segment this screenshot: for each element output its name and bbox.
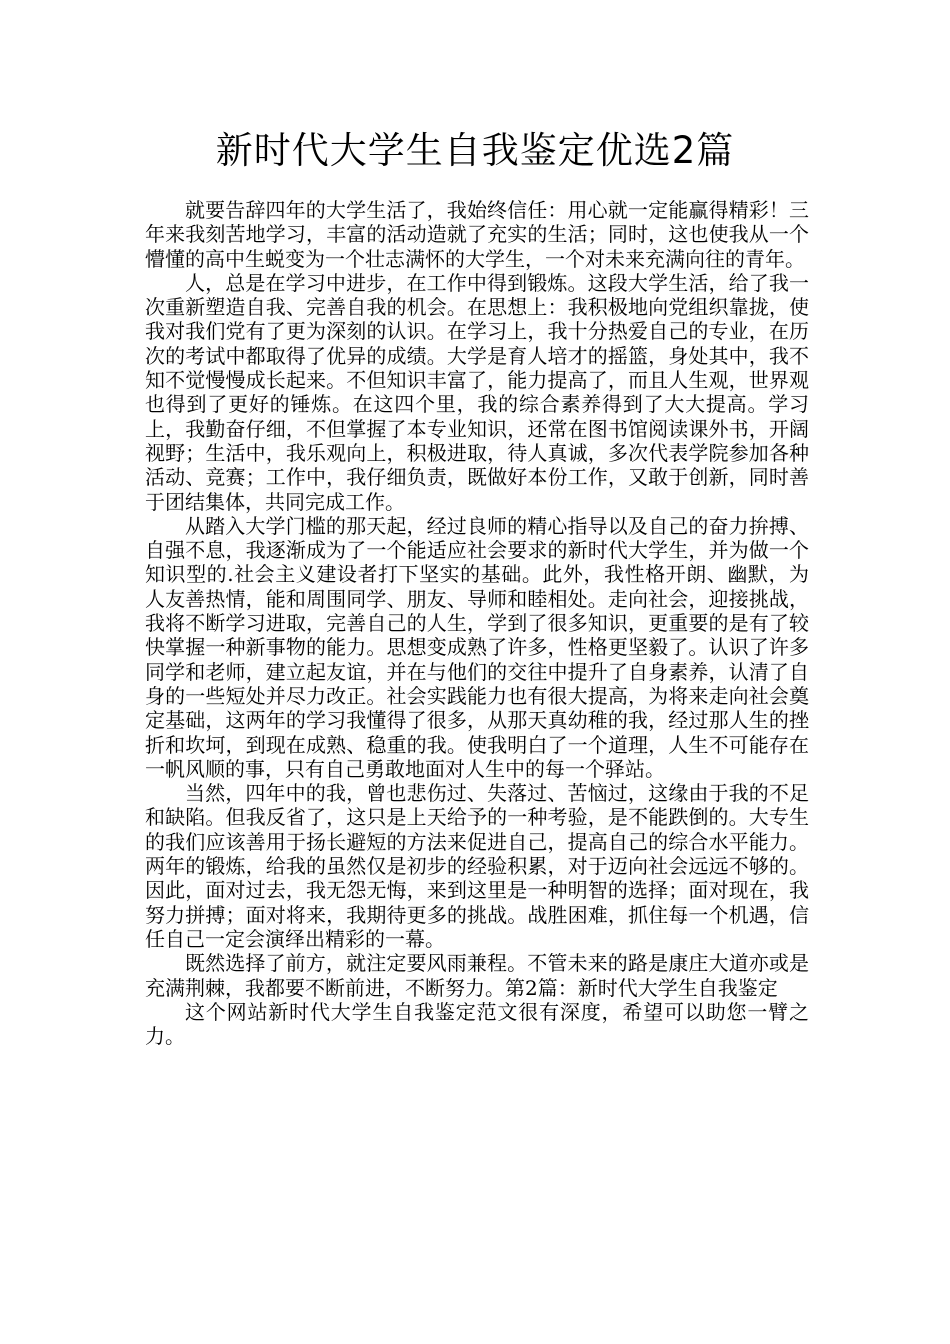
- document-body: [145, 198, 809, 1048]
- paragraph-5: 既然选择了前方，就注定要风雨兼程。不管未来的路是康庄大道亦或是充满荆棘，我都要不断前进，不断努力。第2篇：新时代大学生自我鉴定: [145, 951, 809, 1000]
- paragraph-3: 从踏入大学门槛的那天起，经过良师的精心指导以及自己的奋力拚搏、自强不息，我逐渐成为了一个能适应社会要求的新时代大学生，并为做一个知识型的.社会主义建设者打下坚实的基础。此外，我性格开朗、幽默，为人友善热情，能和周围同学、朋友、导师和睦相处。走向社会，迎接挑战，我将不断学习进取，完善自己的人生，学到了很多知识，更重要的是有了较快掌握一种新事物的能力。思想变成熟了许多，性格更坚毅了。认识了许多同学和老师，建立起友谊，并在与他们的交往中提升了自身素养，认清了自身的一些短处并尽力改正。社会实践能力也有很大提高，为将来走向社会奠定基础，这两年的学习我懂得了很多，从那天真幼稚的我，经过那人生的挫折和坎坷，到现在成熟、稳重的我。使我明白了一个道理，人生不可能存在一帆风顺的事，只有自己勇敢地面对人生中的每一个驿站。: [145, 513, 809, 781]
- paragraph-2: 人，总是在学习中进步，在工作中得到锻炼。这段大学生活，给了我一次重新塑造自我、完善自我的机会。在思想上：我积极地向党组织靠拢，使我对我们党有了更为深刻的认识。在学习上，我十分热爱自己的专业，在历次的考试中都取得了优异的成绩。大学是育人培才的摇篮，身处其中，我不知不觉慢慢成长起来。不但知识丰富了，能力提高了，而且人生观，世界观也得到了更好的锤炼。在这四个里，我的综合素养得到了大大提高。学习上，我勤奋仔细，不但掌握了本专业知识，还常在图书馆阅读课外书，开阔视野；生活中，我乐观向上，积极进取，待人真诚，多次代表学院参加各种活动、竞赛；工作中，我仔细负责，既做好本份工作，又敢于创新，同时善于团结集体，共同完成工作。: [145, 270, 809, 514]
- document-title: 新时代大学生自我鉴定优选2篇: [215, 129, 735, 172]
- paragraph-1: 就要告辞四年的大学生活了，我始终信任：用心就一定能赢得精彩！三年来我刻苦地学习，丰富的活动造就了充实的生活；同时，这也使我从一个懵懂的高中生蜕变为一个壮志满怀的大学生，一个对未来充满向往的青年。: [145, 198, 809, 271]
- paragraph-4: 当然，四年中的我，曾也悲伤过、失落过、苦恼过，这缘由于我的不足和缺陷。但我反省了，这只是上天给予的一种考验，是不能跌倒的。大专生的我们应该善用于扬长避短的方法来促进自己，提高自己的综合水平能力。两年的锻炼，给我的虽然仅是初步的经验积累，对于迈向社会远远不够的。因此，面对过去，我无怨无悔，来到这里是一种明智的选择；面对现在，我努力拼搏；面对将来，我期待更多的挑战。战胜困难，抓住每一个机遇，信任自己一定会演绎出精彩的一幕。: [145, 781, 809, 951]
- paragraph-6: 这个网站新时代大学生自我鉴定范文很有深度，希望可以助您一臂之力。: [145, 999, 809, 1049]
